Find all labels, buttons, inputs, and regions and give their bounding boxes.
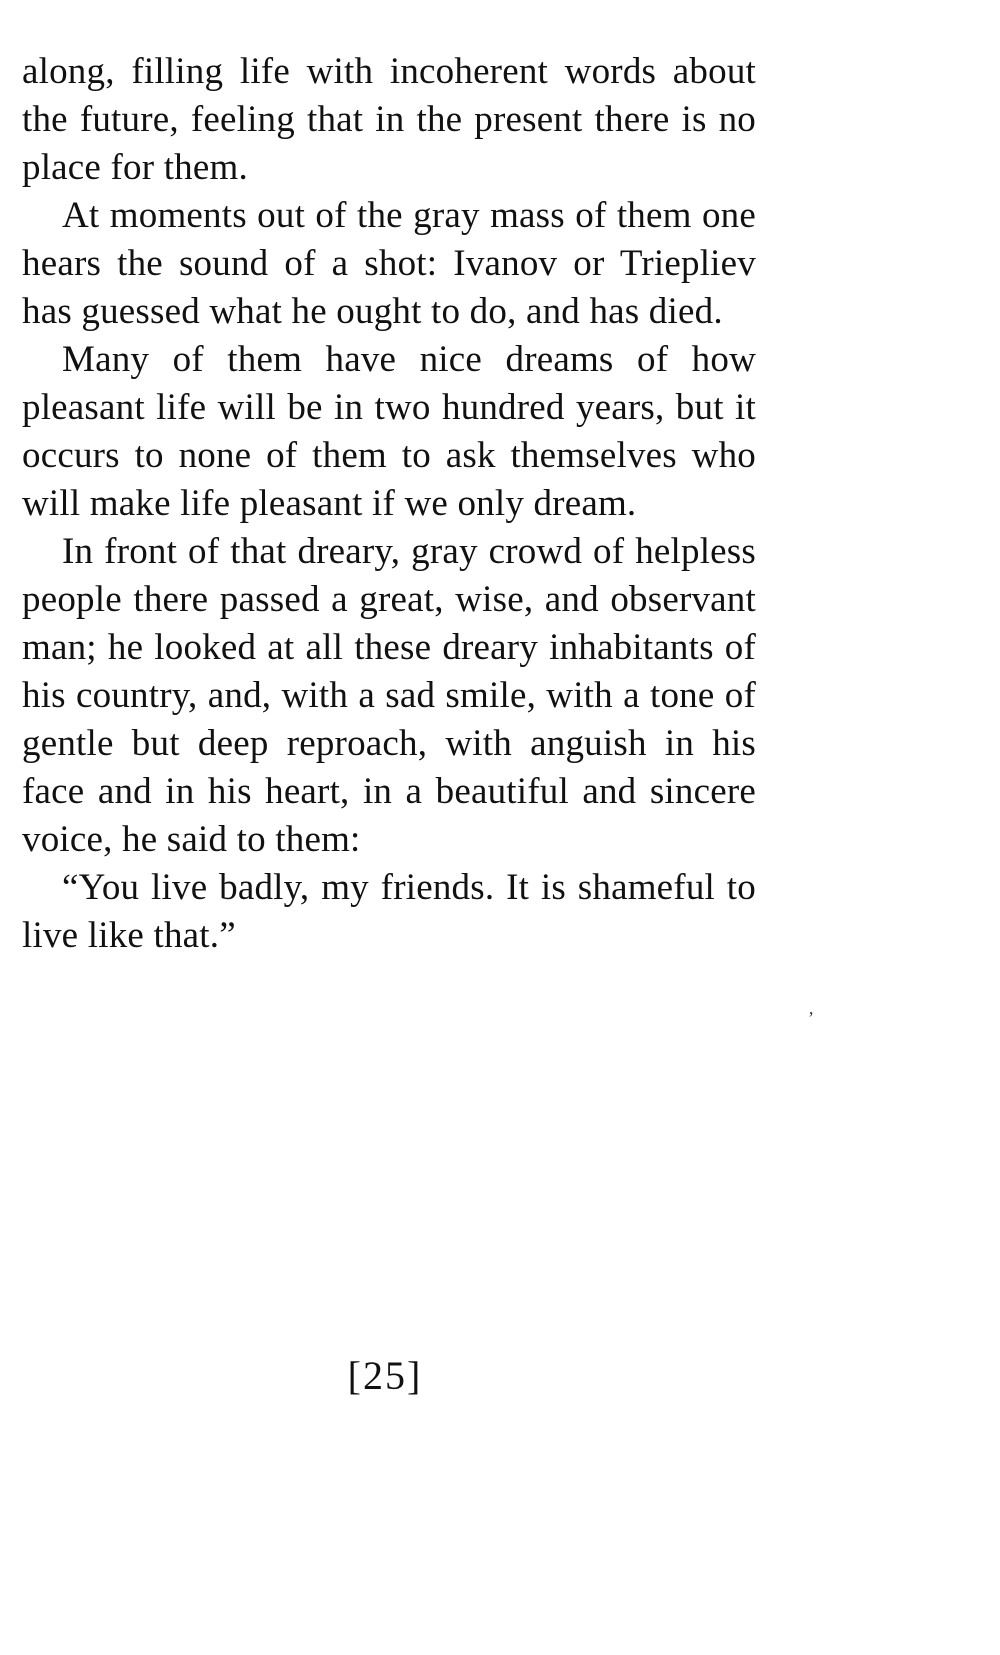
print-speck-mark: ʼ bbox=[808, 1008, 814, 1028]
paragraph-dreams: Many of them have nice dreams of how pleasant life will be in two hundred years, but it occurs to none of them to ask themselves who will make life pleasant if we only dream. bbox=[22, 339, 756, 524]
paragraph-continuation: along, filling life with incoherent words about the future, feeling that in the present there is no place for them. bbox=[22, 51, 756, 188]
paragraph-shot: At moments out of the gray mass of them one hears the sound of a shot: Ivanov or Triepliev has guessed what he ought to do, and has died. bbox=[22, 195, 756, 332]
text-column bbox=[22, 48, 756, 960]
page-number: [25] bbox=[347, 1353, 423, 1398]
paragraph-observant-man: In front of that dreary, gray crowd of helpless people there passed a great, wise, and observant man; he looked at all these dreary inhabitants of his country, and, with a sad smile, with a tone of gentle but deep reproach, with anguish in his face and in his heart, in a beautiful and sincere voice, he said to them: bbox=[22, 531, 756, 860]
paragraph-quote: “You live badly, my friends. It is shameful to live like that.” bbox=[22, 867, 756, 956]
